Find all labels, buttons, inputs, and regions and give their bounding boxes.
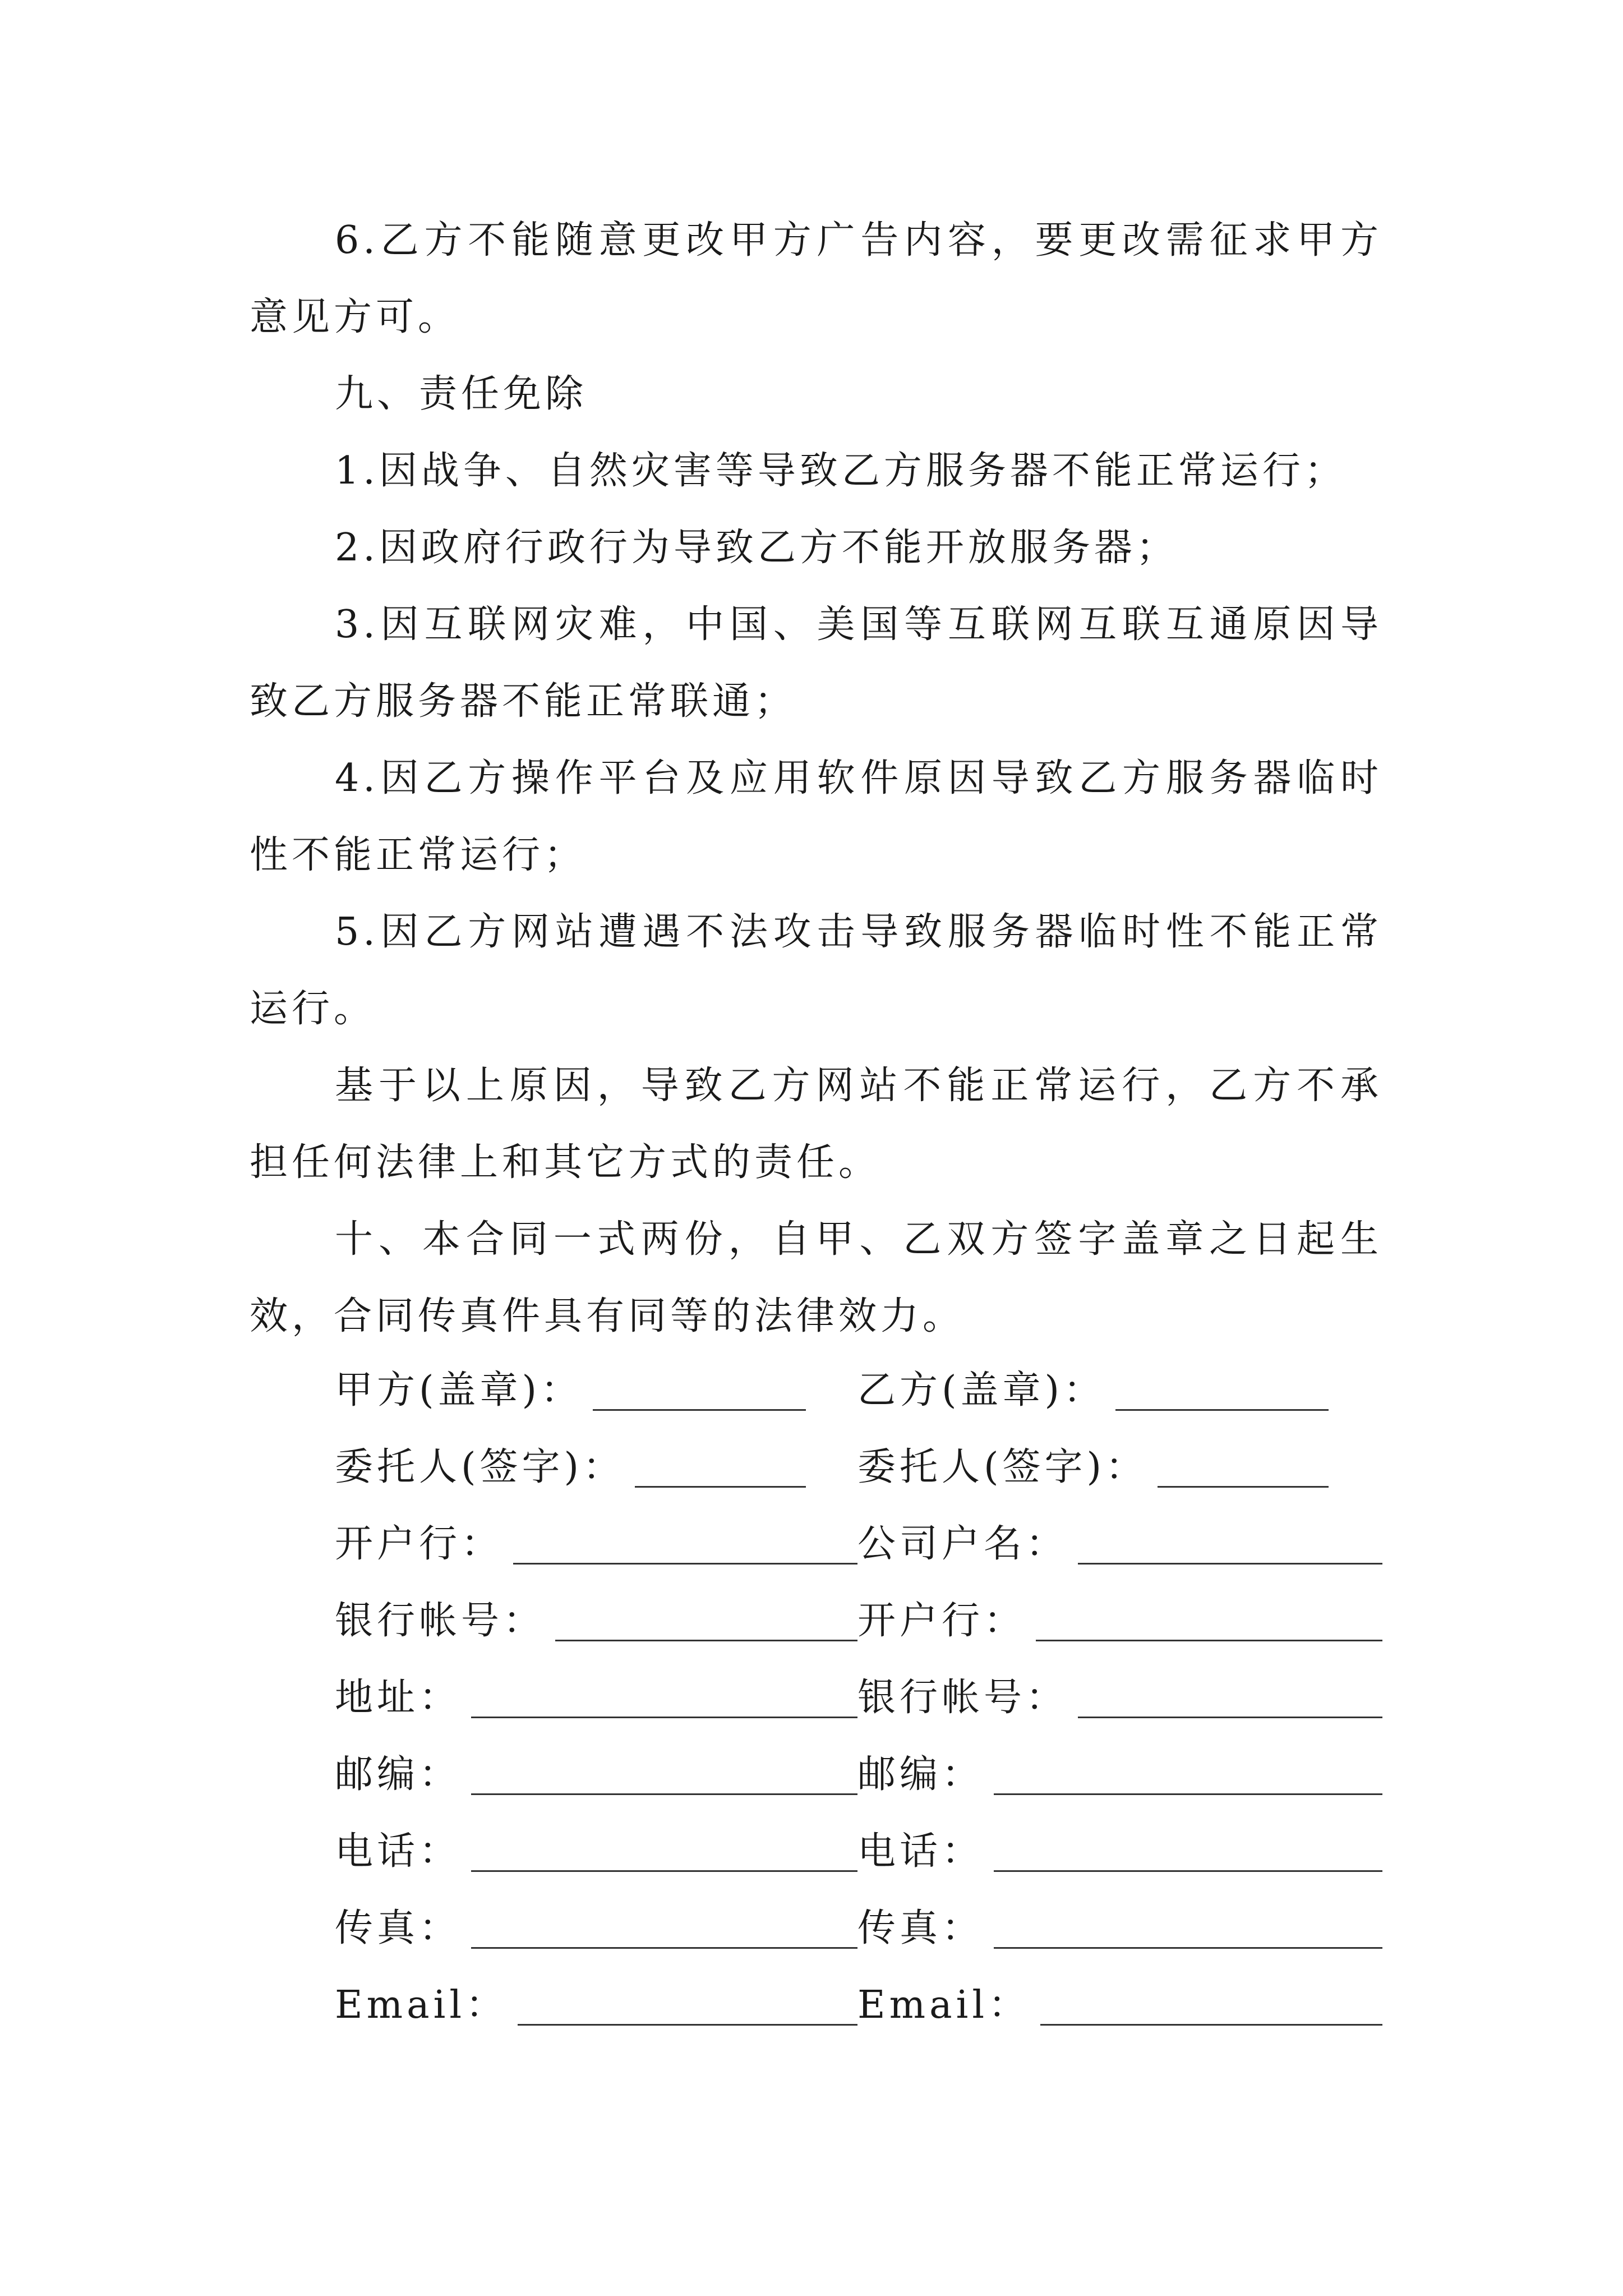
field-label: 委托人(签字)：	[335, 1445, 625, 1489]
field-label: 银行帐号：	[857, 1676, 1068, 1720]
party-a-agent-field[interactable]	[335, 1429, 857, 1506]
field-label: Email：	[857, 1983, 1031, 2027]
contract-body	[250, 202, 1382, 1355]
blank-line	[513, 1561, 857, 1565]
party-a-seal-field[interactable]	[335, 1352, 857, 1429]
field-label: 委托人(签字)：	[857, 1445, 1148, 1489]
field-label: 邮编：	[857, 1752, 984, 1797]
party-b-seal-field[interactable]	[857, 1352, 1382, 1429]
blank-line	[994, 1791, 1382, 1795]
exemption-item-3: 3.因互联网灾难，中国、美国等互联网互联互通原因导致乙方服务器不能正常联通；	[250, 602, 1382, 724]
field-label: 电话：	[335, 1829, 462, 1874]
party-b-postcode-field[interactable]	[857, 1736, 1382, 1813]
party-a-fax-field[interactable]	[335, 1890, 857, 1967]
section-heading-liability-exemption: 九、责任免除	[335, 372, 588, 416]
party-b-email-field[interactable]	[857, 1967, 1382, 2044]
blank-line	[994, 1945, 1382, 1949]
exemption-item-4: 4.因乙方操作平台及应用软件原因导致乙方服务器临时性不能正常运行；	[250, 756, 1382, 877]
party-a-bank-field[interactable]	[335, 1506, 857, 1582]
blank-line	[635, 1484, 806, 1488]
field-label: Email：	[335, 1983, 508, 2027]
blank-line	[555, 1637, 857, 1641]
signature-row	[335, 1582, 1382, 1659]
signature-row	[335, 1813, 1382, 1890]
signature-row	[335, 1429, 1382, 1506]
party-b-fax-field[interactable]	[857, 1890, 1382, 1967]
signature-row	[335, 1352, 1382, 1429]
blank-line	[471, 1714, 857, 1718]
field-label: 银行帐号：	[335, 1599, 546, 1643]
field-label: 地址：	[335, 1676, 462, 1720]
blank-line	[518, 2022, 857, 2026]
party-b-account-field[interactable]	[857, 1659, 1382, 1736]
blank-line	[1158, 1484, 1329, 1488]
signature-row	[335, 1967, 1382, 2044]
blank-line	[1115, 1407, 1329, 1411]
field-label: 邮编：	[335, 1752, 462, 1797]
field-label: 电话：	[857, 1829, 984, 1874]
field-label: 公司户名：	[857, 1522, 1068, 1566]
party-b-phone-field[interactable]	[857, 1813, 1382, 1890]
blank-line	[471, 1868, 857, 1872]
party-a-email-field[interactable]	[335, 1967, 857, 2044]
signature-row	[335, 1506, 1382, 1582]
field-label: 传真：	[857, 1906, 984, 1950]
exemption-conclusion: 基于以上原因，导致乙方网站不能正常运行，乙方不承担任何法律上和其它方式的责任。	[250, 1064, 1382, 1185]
exemption-item-1: 1.因战争、自然灾害等导致乙方服务器不能正常运行；	[335, 449, 1347, 493]
field-label: 开户行：	[857, 1599, 1026, 1643]
blank-line	[1036, 1637, 1382, 1641]
signature-block	[335, 1352, 1382, 2044]
party-a-address-field[interactable]	[335, 1659, 857, 1736]
clause-8-item-6: 6.乙方不能随意更改甲方广告内容，要更改需征求甲方意见方可。	[250, 218, 1382, 339]
blank-line	[471, 1791, 857, 1795]
signature-row	[335, 1890, 1382, 1967]
signature-row	[335, 1659, 1382, 1736]
party-b-bank-field[interactable]	[857, 1582, 1382, 1659]
field-label: 乙方(盖章)：	[857, 1368, 1106, 1412]
party-a-postcode-field[interactable]	[335, 1736, 857, 1813]
party-b-agent-field[interactable]	[857, 1429, 1382, 1506]
blank-line	[593, 1407, 806, 1411]
blank-line	[471, 1945, 857, 1949]
party-a-phone-field[interactable]	[335, 1813, 857, 1890]
blank-line	[1078, 1561, 1382, 1565]
signature-row	[335, 1736, 1382, 1813]
blank-line	[994, 1868, 1382, 1872]
exemption-item-2: 2.因政府行政行为导致乙方不能开放服务器；	[335, 526, 1178, 570]
field-label: 甲方(盖章)：	[335, 1368, 583, 1412]
party-a-account-field[interactable]	[335, 1582, 857, 1659]
field-label: 开户行：	[335, 1522, 504, 1566]
section-ten-effectiveness: 十、本合同一式两份，自甲、乙双方签字盖章之日起生效，合同传真件具有同等的法律效力。	[250, 1217, 1382, 1338]
blank-line	[1078, 1714, 1382, 1718]
field-label: 传真：	[335, 1906, 462, 1950]
party-b-company-name-field[interactable]	[857, 1506, 1382, 1582]
exemption-item-5: 5.因乙方网站遭遇不法攻击导致服务器临时性不能正常运行。	[250, 910, 1382, 1031]
blank-line	[1040, 2022, 1382, 2026]
